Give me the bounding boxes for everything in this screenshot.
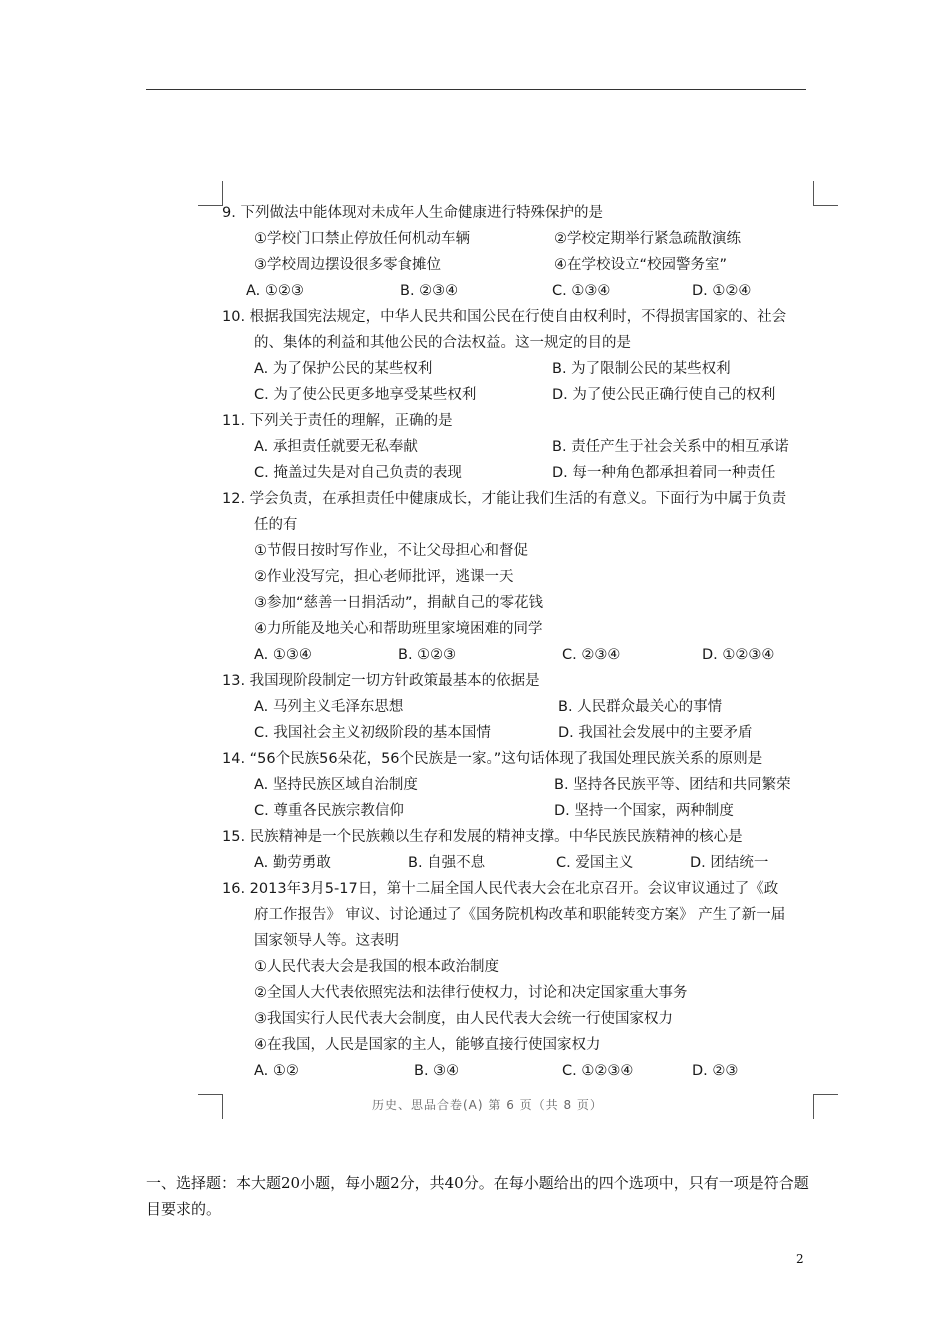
question-16-options [222,1058,822,1084]
option-a: A. 勤劳勇敢 [254,855,331,871]
statement: ①节假日按时写作业，不让父母担心和督促 [254,543,528,559]
question-15-stem: 15. 民族精神是一个民族赖以生存和发展的精神支撑。中华民族民族精神的核心是 [222,829,743,845]
option-a: A. ①② [254,1063,299,1079]
question-16-stem: 16. 2013年3月5-17日，第十二届全国人民代表大会在北京召开。会议审议通过了《政 [222,881,779,897]
question-10-stem-cont: 的、集体的利益和其他公民的合法权益。这一规定的目的是 [254,335,631,351]
question-16-stem-cont: 国家领导人等。这表明 [254,933,399,949]
crop-mark-bottom-left [198,1094,223,1119]
statement: ②学校定期举行紧急疏散演练 [554,231,741,247]
question-11-stem: 11. 下列关于责任的理解，正确的是 [222,413,453,429]
option-c: C. 为了使公民更多地享受某些权利 [254,387,477,403]
option-c: C. 掩盖过失是对自己负责的表现 [254,465,462,481]
option-d: D. 团结统一 [690,855,769,871]
option-a: A. 坚持民族区域自治制度 [254,777,418,793]
question-15-options [222,850,822,876]
option-a: A. 马列主义毛泽东思想 [254,699,404,715]
header-rule [146,89,806,90]
option-b: B. ①②③ [398,647,457,663]
option-d: D. 为了使公民正确行使自己的权利 [552,387,776,403]
option-c: C. ②③④ [562,647,621,663]
statement: ①学校门口禁止停放任何机动车辆 [254,231,470,247]
question-9-options [222,278,822,304]
option-a: A. ①③④ [254,647,312,663]
option-b: B. ③④ [414,1063,460,1079]
question-9-stem: 9. 下列做法中能体现对未成年人生命健康进行特殊保护的是 [222,205,603,221]
option-d: D. 我国社会发展中的主要矛盾 [558,725,753,741]
statement: ②全国人大代表依照宪法和法律行使权力，讨论和决定国家重大事务 [254,985,688,1001]
option-b: B. 坚持各民族平等、团结和共同繁荣 [554,777,791,793]
statement: ④力所能及地关心和帮助班里家境困难的同学 [254,621,543,637]
statement: ③参加“慈善一日捐活动”，捐献自己的零花钱 [254,595,544,611]
statement: ①人民代表大会是我国的根本政治制度 [254,959,499,975]
option-a: A. 承担责任就要无私奉献 [254,439,418,455]
question-11-options-row2 [222,460,822,486]
question-12-stem-cont: 任的有 [254,517,298,533]
question-9-statements-row1 [222,226,822,252]
question-13-options-row2 [222,720,822,746]
question-11-options-row1 [222,434,822,460]
option-a: A. ①②③ [246,283,304,299]
option-b: B. 为了限制公民的某些权利 [552,361,731,377]
option-d: D. 每一种角色都承担着同一种责任 [552,465,776,481]
question-14-options-row2 [222,798,822,824]
question-13-options-row1 [222,694,822,720]
option-c: C. 爱国主义 [556,855,634,871]
option-a: A. 为了保护公民的某些权利 [254,361,433,377]
option-b: B. 责任产生于社会关系中的相互承诺 [552,439,789,455]
question-10-options-row1 [222,356,822,382]
question-10-options-row2 [222,382,822,408]
statement: ③我国实行人民代表大会制度，由人民代表大会统一行使国家权力 [254,1011,673,1027]
statement: ④在学校设立“校园警务室” [554,257,728,273]
crop-mark-top-left [198,181,223,206]
option-d: D. 坚持一个国家，两种制度 [554,803,734,819]
crop-mark-bottom-right [813,1094,838,1119]
scanned-exam-page [222,200,822,1084]
question-12-options [222,642,822,668]
option-d: D. ①②④ [692,283,752,299]
option-c: C. ①③④ [552,283,611,299]
statement: ②作业没写完，担心老师批评，逃课一天 [254,569,514,585]
statement: ④在我国，人民是国家的主人，能够直接行使国家权力 [254,1037,601,1053]
option-b: B. ②③④ [400,283,459,299]
statement: ③学校周边摆设很多零食摊位 [254,257,441,273]
question-14-options-row1 [222,772,822,798]
question-16-stem-cont: 府工作报告》 审议、讨论通过了《国务院机构改革和职能转变方案》 产生了新一届 [254,907,786,923]
option-c: C. ①②③④ [562,1063,634,1079]
option-b: B. 自强不息 [408,855,486,871]
page-number: 2 [796,1252,804,1266]
question-9-statements-row2 [222,252,822,278]
option-c: C. 尊重各民族宗教信仰 [254,803,404,819]
option-c: C. 我国社会主义初级阶段的基本国情 [254,725,491,741]
question-13-stem: 13. 我国现阶段制定一切方针政策最基本的依据是 [222,673,540,689]
question-12-stem: 12. 学会负责，在承担责任中健康成长，才能让我们生活的有意义。下面行为中属于负责 [222,491,787,507]
section-instructions: 一、选择题：本大题20小题，每小题2分，共40分。在每小题给出的四个选项中，只有一项是符合题目要求的。 [146,1174,809,1218]
scanned-page-footer: 历史、思品合卷(A) 第 6 页（共 8 页） [372,1098,603,1112]
question-10-stem: 10. 根据我国宪法规定，中华人民共和国公民在行使自由权利时，不得损害国家的、社会 [222,309,787,325]
question-14-stem: 14. “56个民族56朵花，56个民族是一家。”这句话体现了我国处理民族关系的原则是 [222,751,763,767]
option-d: D. ①②③④ [702,647,775,663]
option-b: B. 人民群众最关心的事情 [558,699,723,715]
option-d: D. ②③ [692,1063,739,1079]
